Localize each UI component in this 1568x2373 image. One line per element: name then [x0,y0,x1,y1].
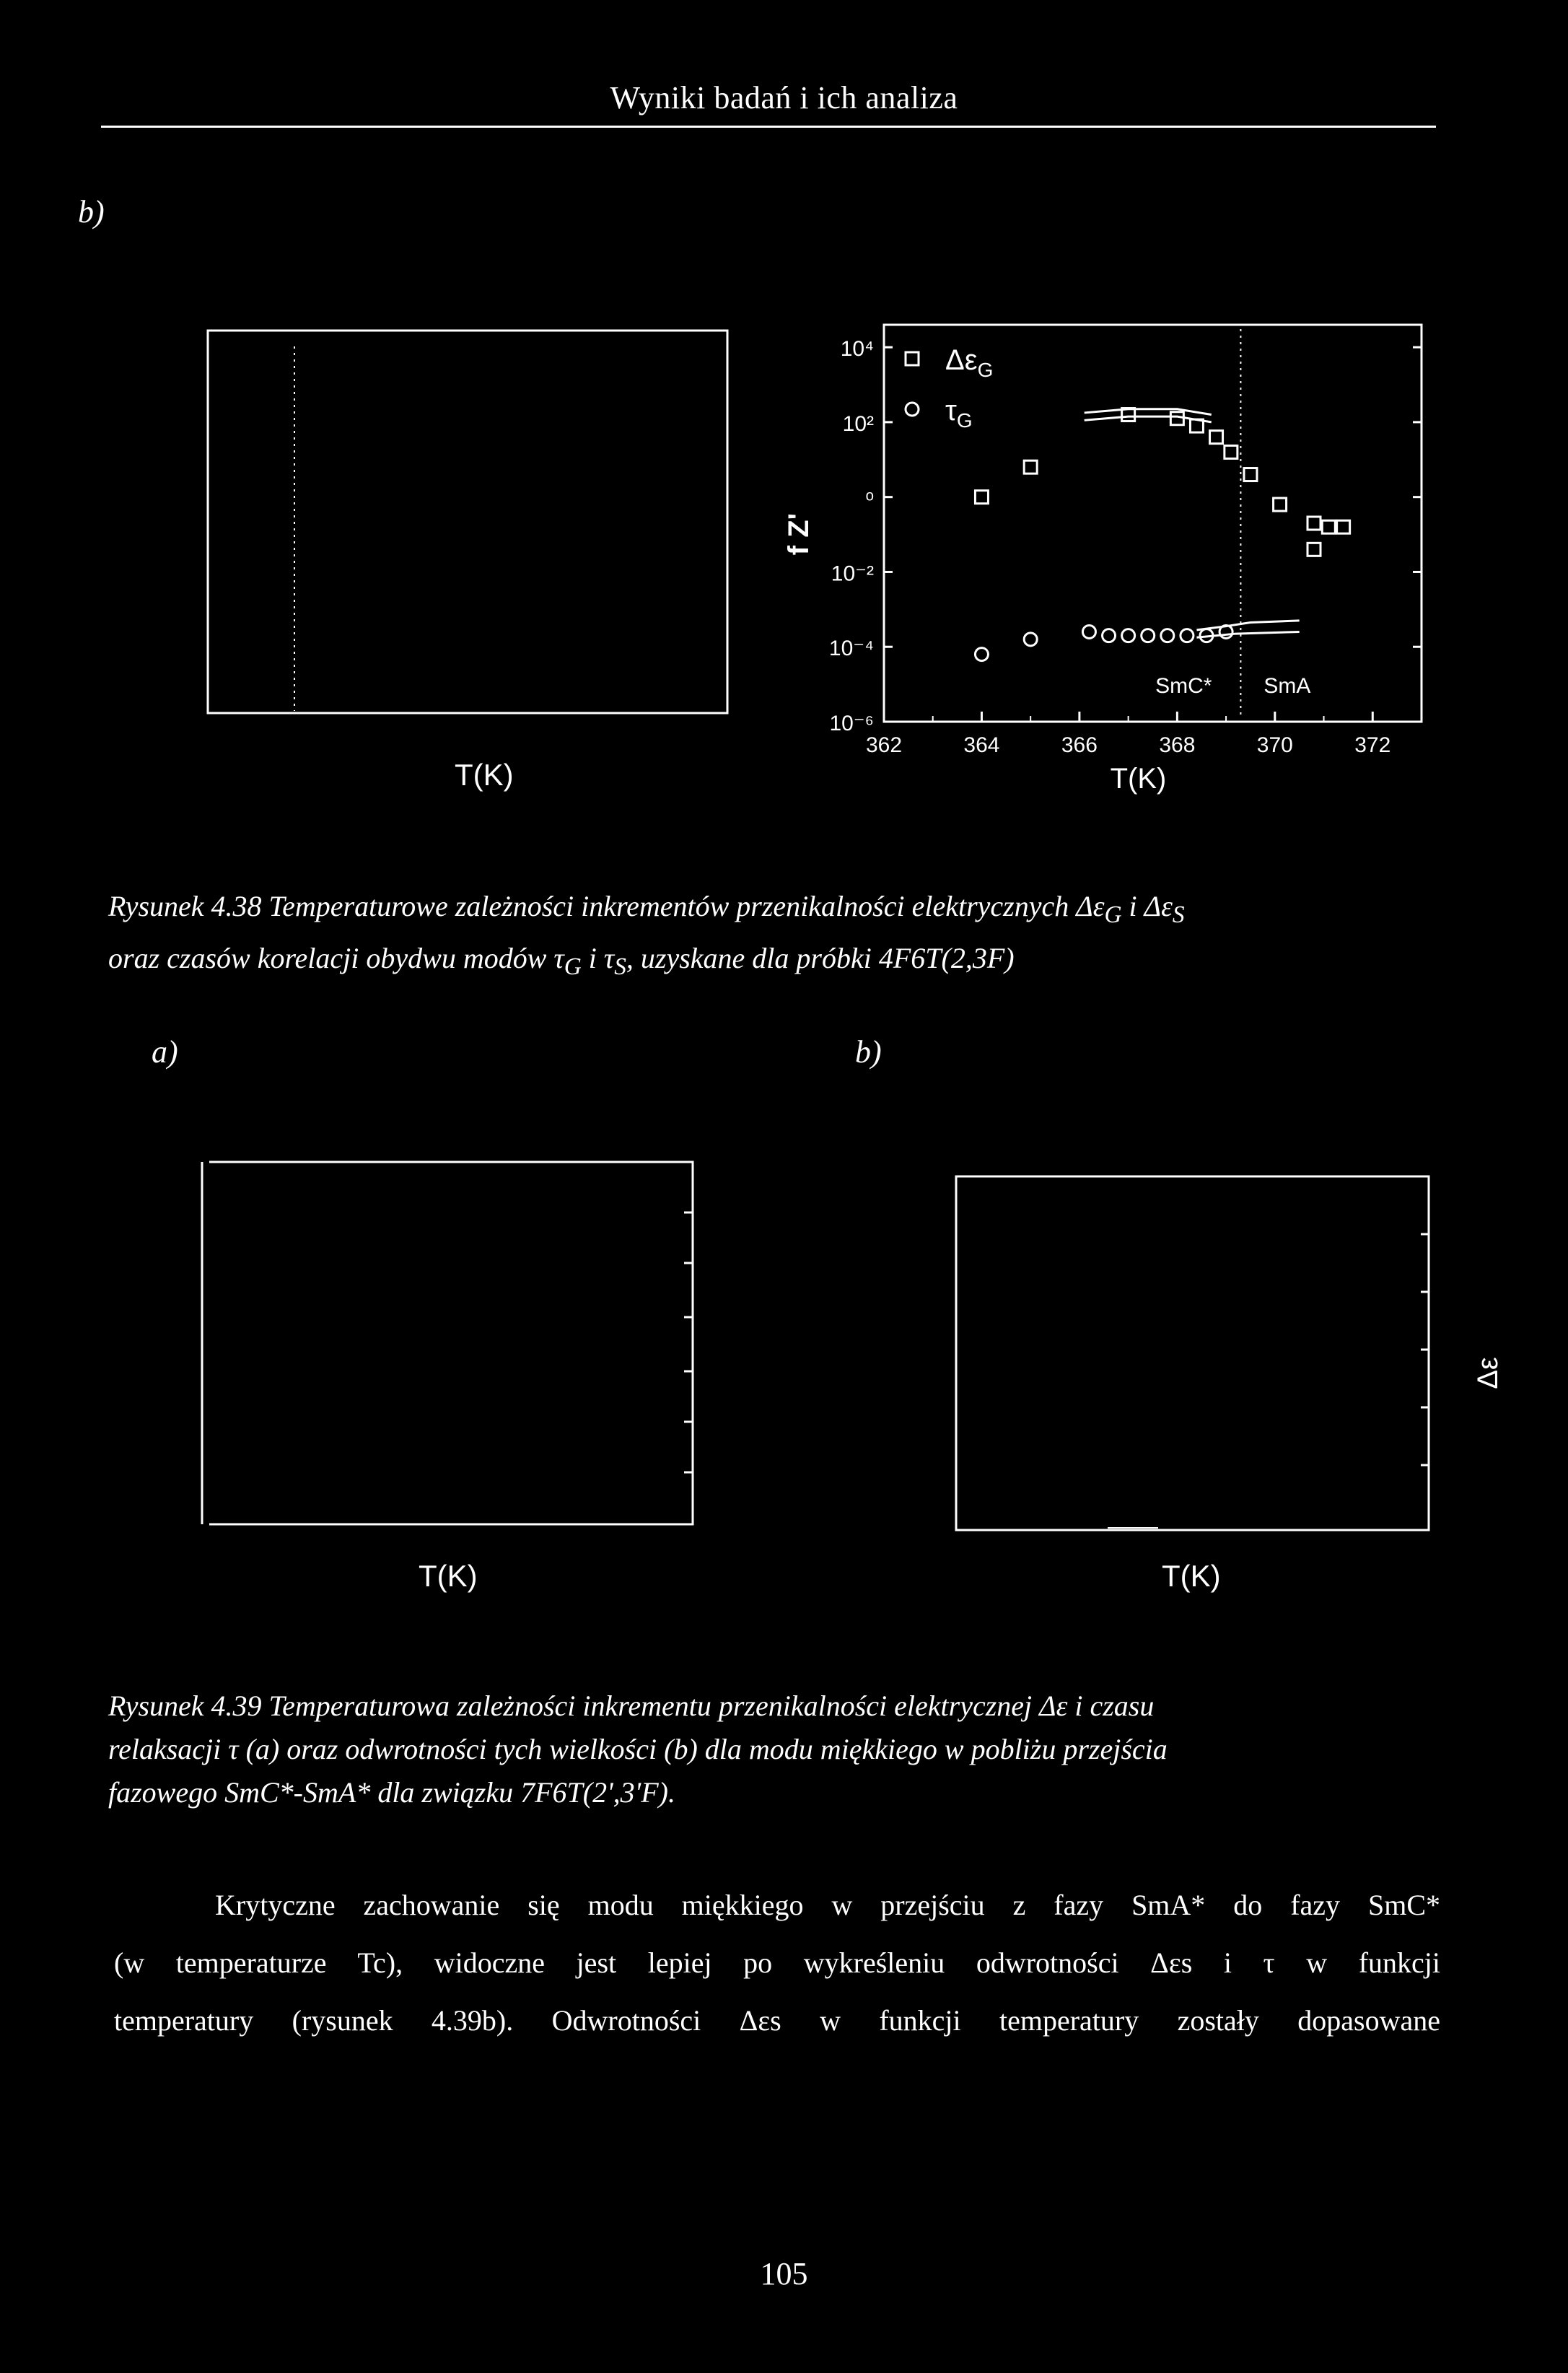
fig439-caption-line3: fazowego SmC*-SmA* dla związku 7F6T(2',3'F). [108,1776,675,1809]
x-tick-label: 368 [1159,733,1196,757]
y-tick-label: 10⁻⁴ [828,637,874,661]
running-header: Wyniki badań i ich analiza [610,80,958,115]
body-paragraph [114,1876,1440,2050]
fig439b-xlabel: T(K) [1162,1559,1221,1593]
x-tick-label: 370 [1256,733,1293,757]
data-point-tau [1122,629,1135,642]
legend-label: $\Delta\varepsilon_G$ [945,344,994,381]
y-tick-label: 10² [842,411,874,436]
plot-frame [884,325,1422,722]
x-axis-label: T(K) [1110,763,1167,795]
fig439-caption [108,1684,1443,1814]
data-point-eps [1170,412,1183,425]
fig438-caption-line1: Rysunek 4.38 Temperaturowe zależności inkrementów przenikalności elektrycznych $\Delta\varepsilon_G$ i $\Delta\varepsilon_S$ [108,890,1185,928]
page-number: 105 [760,2256,808,2291]
legend-marker-circle [906,403,919,416]
fig439b-panel [949,1169,1440,1544]
legend-sub: G [977,359,994,381]
body-line-2: (w temperaturze Tc), widoczne jest lepiej po wykreśleniu odwrotności Δεs i τ w funkcji [114,1946,1440,1979]
data-point-tau [1161,629,1174,642]
x-tick-label: 372 [1354,733,1391,757]
y-axis-label: f Z' [783,512,815,556]
y-tick-label: 10⁴ [840,337,874,362]
fig438-caption [108,885,1443,989]
data-point-eps [1244,468,1257,481]
data-point-eps [1308,517,1320,530]
data-point-eps [1322,520,1335,533]
data-point-tau [975,648,988,661]
fig439-label-a: a) [152,1034,178,1070]
legend-marker-square [906,352,919,365]
fig438-left-xlabel: T(K) [455,758,514,792]
data-point-eps [1308,543,1320,556]
y-tick-label: 10⁻² [831,561,874,586]
header-rule [101,126,1436,128]
legend-label: $\tau_G$ [945,395,973,432]
body-line-3: temperatury (rysunek 4.39b). Odwrotności Δεs w funkcji temperatury zostały dopasowane [114,2004,1440,2037]
data-point-eps [1210,431,1223,444]
data-point-tau [1181,629,1193,642]
fig439a-panel [195,1155,700,1544]
data-point-tau [1142,629,1155,642]
data-point-eps [1337,520,1350,533]
fit-curve-tau-1 [1196,621,1299,630]
y-tick-label: ᵒ [865,486,874,511]
fig438-left-panel [202,318,736,758]
data-point-eps [1024,460,1037,473]
x-tick-label: 362 [865,733,903,757]
fig438-chart [783,318,1443,795]
body-line-1: Krytyczne zachowanie się modu miękkiego w przejściu z fazy SmA* do fazy SmC* [215,1889,1440,1921]
fig439-label-b: b) [855,1034,882,1070]
data-point-eps [1274,498,1287,511]
legend-sub: G [956,409,973,432]
x-tick-label: 366 [1061,733,1098,757]
data-point-tau [1024,633,1037,646]
data-point-tau [1103,629,1116,642]
fig439-caption-line1: Rysunek 4.39 Temperaturowa zależności inkrementu przenikalności elektrycznej Δε i czasu [108,1690,1155,1722]
fig438-label-b: b) [78,194,105,230]
x-tick-label: 364 [963,733,1000,757]
phase-label-smc: SmC* [1155,674,1212,698]
phase-label-sma: SmA [1263,674,1311,698]
y-tick-label: 10⁻⁶ [829,712,874,735]
data-point-eps [1225,445,1238,458]
fig439-caption-line2: relaksacji τ (a) oraz odwrotności tych wielkości (b) dla modu miękkiego w pobliżu przejścia [108,1733,1168,1765]
fig439b-ylabel-right: Δε [1471,1357,1504,1389]
fit-curve-eps-1 [1085,409,1212,415]
data-point-tau [1082,625,1095,638]
fig438-caption-line2: oraz czasów korelacji obydwu modów $\tau_G$ i $\tau_S$, uzyskane dla próbki 4F6T(2,3F) [108,942,1015,980]
data-point-eps [975,491,988,504]
fig439a-xlabel: T(K) [419,1559,478,1593]
